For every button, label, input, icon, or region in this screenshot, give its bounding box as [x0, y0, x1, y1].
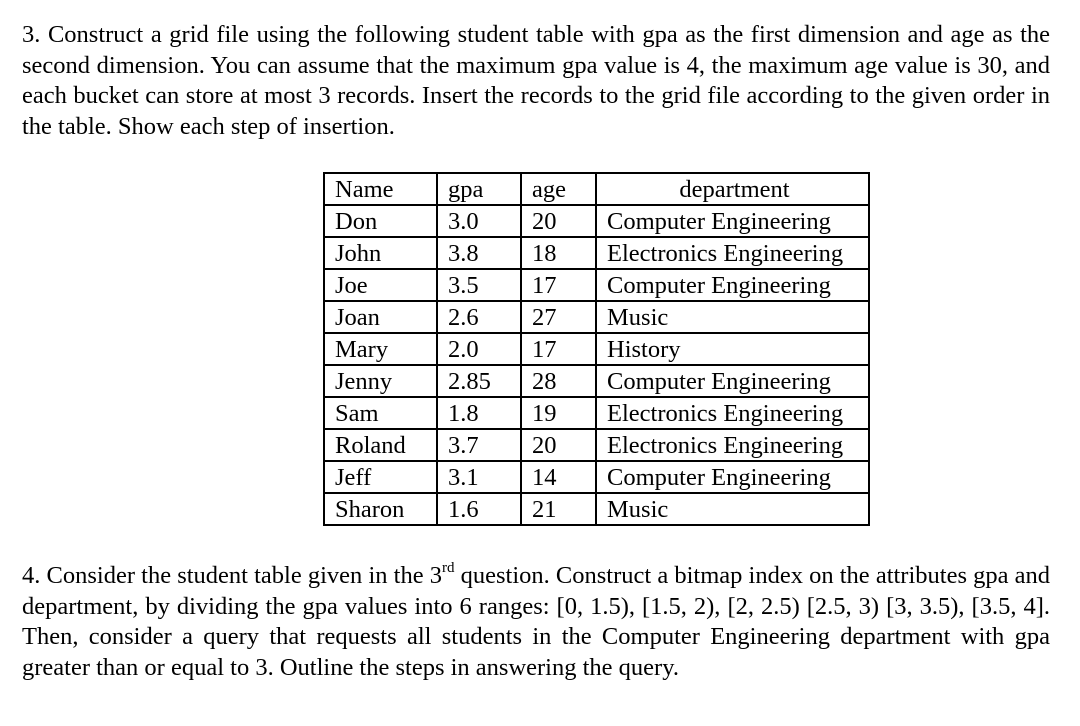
- table-row: [324, 333, 869, 365]
- cell-name: Sharon: [324, 493, 437, 525]
- table-row: [324, 365, 869, 397]
- cell-gpa: 3.1: [437, 461, 521, 493]
- cell-name: Jenny: [324, 365, 437, 397]
- header-gpa: gpa: [437, 173, 521, 205]
- question-4: [22, 561, 1050, 683]
- cell-gpa: 3.0: [437, 205, 521, 237]
- cell-department: Computer Engineering: [596, 269, 869, 301]
- cell-name: John: [324, 237, 437, 269]
- cell-department: Music: [596, 493, 869, 525]
- question-3-text: Construct a grid file using the following student table with gpa as the first dimension and age as the second dimension. You can assume that the maximum gpa value is 4, the maximum age value is 30, and each bucket can store at most 3 records. Insert the records to the grid file according to the given order in the table. Show each step of insertion.: [22, 21, 1051, 140]
- table-row: [324, 429, 869, 461]
- ordinal-superscript: rd: [441, 559, 455, 576]
- cell-gpa: 2.6: [437, 301, 521, 333]
- cell-department: Electronics Engineering: [596, 429, 869, 461]
- cell-department: Computer Engineering: [596, 365, 869, 397]
- cell-age: 21: [521, 493, 596, 525]
- table-row: [324, 301, 869, 333]
- student-table: [323, 172, 870, 526]
- cell-name: Roland: [324, 429, 437, 461]
- question-4-text-after: question. Construct a bitmap index on the attributes gpa and department, by dividing the gpa values into 6 ranges: [0, 1.5), [1.5, 2), [2, 2.5) [2.5, 3) [3, 3.5), [3.5, 4]. Then, consider a query that requests all students in the Computer Engineering department with gpa greater than or equal to 3. Outline the steps in answering the query.: [22, 562, 1051, 681]
- question-4-number: 4.: [22, 562, 41, 589]
- cell-age: 20: [521, 429, 596, 461]
- cell-gpa: 3.7: [437, 429, 521, 461]
- table-row: [324, 493, 869, 525]
- cell-age: 27: [521, 301, 596, 333]
- cell-name: Joe: [324, 269, 437, 301]
- cell-age: 28: [521, 365, 596, 397]
- cell-gpa: 1.8: [437, 397, 521, 429]
- header-age: age: [521, 173, 596, 205]
- question-3: [22, 20, 1050, 142]
- cell-gpa: 1.6: [437, 493, 521, 525]
- cell-department: History: [596, 333, 869, 365]
- question-4-text-before: Consider the student table given in the 3: [46, 562, 442, 589]
- cell-age: 19: [521, 397, 596, 429]
- table-row: [324, 397, 869, 429]
- header-name: Name: [324, 173, 437, 205]
- table-row: [324, 461, 869, 493]
- cell-name: Joan: [324, 301, 437, 333]
- cell-gpa: 3.8: [437, 237, 521, 269]
- cell-gpa: 3.5: [437, 269, 521, 301]
- table-header-row: [324, 173, 869, 205]
- cell-age: 17: [521, 333, 596, 365]
- cell-department: Electronics Engineering: [596, 397, 869, 429]
- table-row: [324, 205, 869, 237]
- cell-department: Computer Engineering: [596, 205, 869, 237]
- cell-name: Don: [324, 205, 437, 237]
- cell-age: 20: [521, 205, 596, 237]
- cell-gpa: 2.0: [437, 333, 521, 365]
- cell-age: 17: [521, 269, 596, 301]
- cell-department: Computer Engineering: [596, 461, 869, 493]
- cell-name: Sam: [324, 397, 437, 429]
- cell-age: 18: [521, 237, 596, 269]
- cell-name: Jeff: [324, 461, 437, 493]
- table-row: [324, 237, 869, 269]
- question-3-number: 3.: [22, 21, 41, 48]
- header-department: department: [596, 173, 869, 205]
- cell-department: Electronics Engineering: [596, 237, 869, 269]
- cell-gpa: 2.85: [437, 365, 521, 397]
- cell-name: Mary: [324, 333, 437, 365]
- cell-age: 14: [521, 461, 596, 493]
- cell-department: Music: [596, 301, 869, 333]
- table-row: [324, 269, 869, 301]
